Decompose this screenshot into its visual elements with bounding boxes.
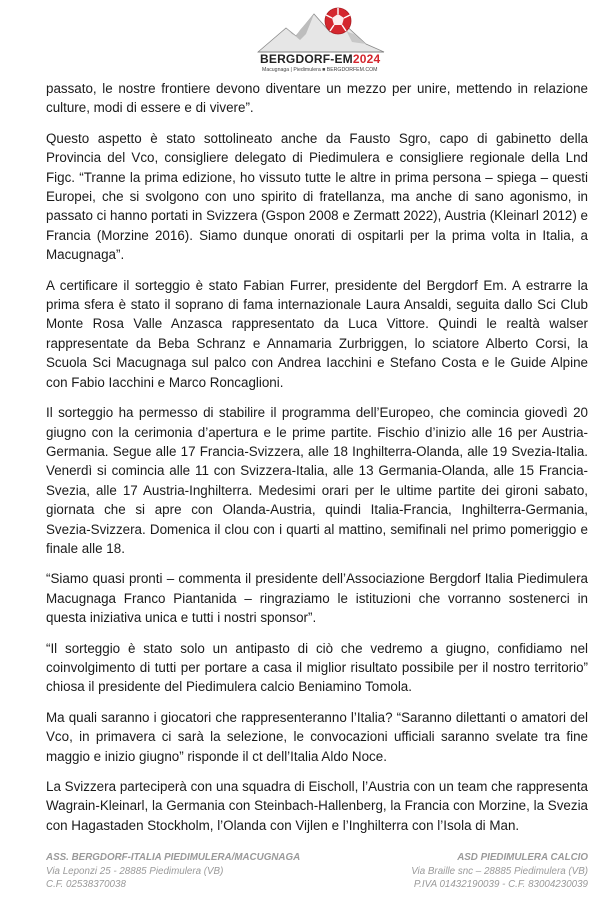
logo-year: 2024 [352, 52, 381, 66]
footer-right-tax: P.IVA 01432190039 - C.F. 83004230039 [413, 879, 588, 890]
paragraph: “Siamo quasi pronti – commenta il presidente dell’Associazione Bergdorf Italia Piedimulera Macugnaga Franco Piantanida – ringraziamo le istituzioni che vorranno sostenerci in questa iniziativa unica e tutti i nostri sponsor”. [46, 571, 588, 626]
footer-left-address: Via Leponzi 25 - 28885 Piedimulera (VB) [46, 865, 224, 877]
paragraph: “Il sorteggio è stato solo un antipasto di ciò che vedremo a giugno, confidiamo nel coinvolgimento di tutti per portare a casa il miglior risultato possibile per il nostro territorio” chiosa il presidente del Piedimulera calcio Beniamino Tomola. [46, 640, 588, 695]
paragraph: passato, le nostre frontiere devono diventare un mezzo per unire, mettendo in relazione culture, modi di essere e di vivere”. [46, 81, 588, 116]
footer-right-address: Via Braille snc – 28885 Piedimulera (VB) [411, 865, 588, 877]
paragraph: A certificare il sorteggio è stato Fabian Furrer, presidente del Bergdorf Em. A estrarre la prima sfera è stato il soprano di fama internazionale Laura Ansaldi, seguita dallo Sci Club Monte Rosa Valle Anzasca rappresentato da Luca Vittore. Quindi le realtà walser rappresentate da Beba Schranz e Annamaria Zurbriggen, lo sciatore Alberto Corsi, la Scuola Sci Macugnaga sul palco con Andrea Iacchini e Stefano Costa e le Guide Alpine con Fabio Iacchini e Marco Roncaglioni. [46, 277, 588, 390]
footer-left-org: ASS. BERGDORF-ITALIA PIEDIMULERA/MACUGNAGA [46, 852, 301, 863]
paragraph: Il sorteggio ha permesso di stabilire il programma dell’Europeo, che comincia giovedì 20 giugno con la cerimonia d’apertura e le prime partite. Fischio d’inizio alle 16 per Austria-Germania. Segue alle 17 Francia-Svizzera, alle 18 Inghilterra-Olanda, alle 19 Svezia-Italia. Venerdì si comincia alle 11 con Svizzera-Italia, alle 13 Germania-Olanda, alle 15 Francia-Svezia, alle 17 Austria-Inghilterra. Medesimi orari per le ultime partite dei gironi sabato, giornata che si apre con Olanda-Austria, quindi Italia-Francia, Inghilterra-Germania, Svezia-Svizzera. Domenica il clou con i quarti al mattino, semifinali nel primo pomeriggio e finale alle 18. [46, 405, 588, 556]
mountain-football-icon [256, 4, 386, 54]
paragraph: Ma quali saranno i giocatori che rappresenteranno l’Italia? “Saranno dilettanti o amatori del Vco, in primavera ci sarà la selezione, le convocazioni ufficiali saranno svelate tra fine maggio e inizio giugno” risponde il ct dell’Italia Aldo Noce. [46, 709, 588, 764]
footer-left-block [46, 851, 300, 892]
footer-right-org: ASD PIEDIMULERA CALCIO [457, 852, 588, 863]
article-body [46, 79, 588, 846]
bergdorf-em-logo [256, 4, 386, 76]
footer-left-tax: C.F. 02538370038 [46, 879, 126, 890]
paragraph: La Svizzera parteciperà con una squadra di Eischoll, l’Austria con un team che rappresenta Wagrain-Kleinarl, la Germania con Steinbach-Hallenberg, la Francia con Morzine, la Svezia con Hagastaden Stockholm, l’Olanda con Vijlen e l’Inghilterra con l’Isola di Man. [46, 779, 588, 833]
footer-right-block [411, 851, 588, 892]
logo-title: BERGDORF-EM2024 [260, 52, 381, 66]
logo-subtitle: Macugnaga | Piedimulera ■ BERGDORFEM.COM [262, 67, 378, 73]
paragraph: Questo aspetto è stato sottolineato anche da Fausto Sgro, capo di gabinetto della Provincia del Vco, consigliere delegato di Piedimulera e consigliere regionale della Lnd Figc. “Tranne la prima edizione, ho vissuto tutte le altre in prima persona – spiega – questi Europei, che si svolgono con uno spirito di fratellanza, ma anche di sano agonismo, in passato ci hanno portati in Svizzera (Gspon 2008 e Zermatt 2022), Austria (Kleinarl 2012) e Francia (Morzine 2016). Siamo dunque onorati di ospitarli per la prima volta in Italia, a Macugnaga”. [46, 130, 588, 263]
